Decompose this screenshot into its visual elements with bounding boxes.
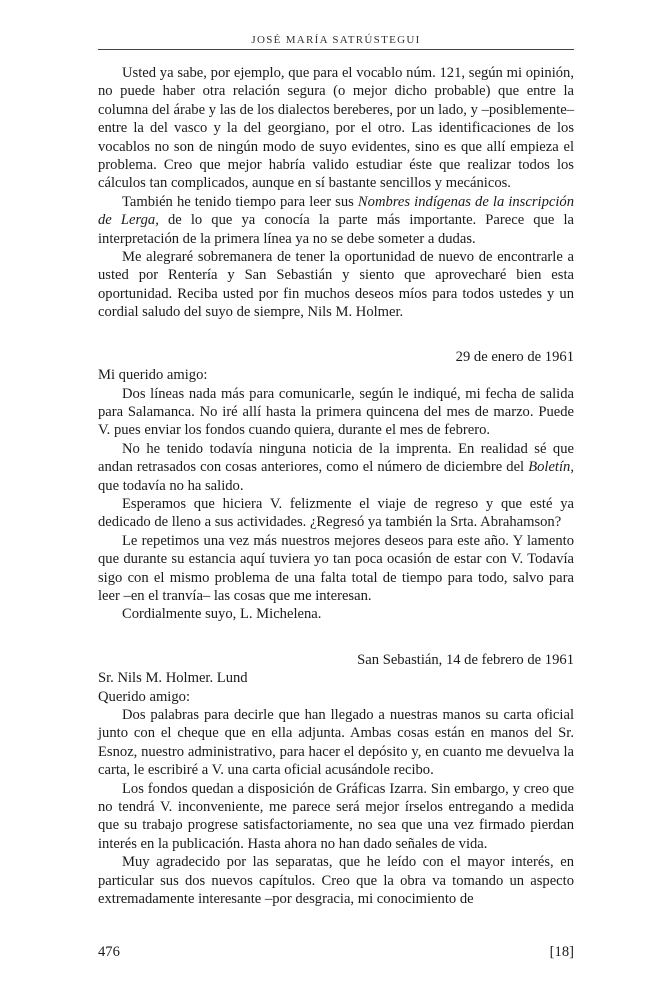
page-body <box>98 64 574 908</box>
letter1-paragraph-1: Usted ya sabe, por ejemplo, que para el vocablo núm. 121, según mi opinión, no puede haber otra relación segura (o mejor dicho probable) que entre la columna del árabe y las de los dialectos bereberes, por un lado, y –posiblemente– entre la del vasco y la del georgiano, por el otro. Las identificaciones de los vocablos no son de ningún modo de suyo evidentes, sino es que allí empieza el problema. Creo que mejor habría valido estudiar éste que realizar todos los cálculos tan complicados, aunque en sí bastante sencillos y mecánicos. <box>98 65 574 192</box>
letter1-p2-text-a: También he tenido tiempo para leer sus <box>122 193 358 210</box>
letter1-paragraph-2 <box>98 193 574 248</box>
page-number: 476 <box>98 944 120 960</box>
letter2-closing: Cordialmente suyo, L. Michelena. <box>122 606 322 623</box>
letter2-date: 29 de enero de 1961 <box>455 348 574 365</box>
letter2-paragraph-3: Esperamos que hiciera V. felizmente el viaje de regreso y que esté ya dedicado de lleno a sus actividades. ¿Regresó ya también la Srta. Abrahamson? <box>98 495 574 531</box>
letter3-paragraph-1: Dos palabras para decirle que han llegado a nuestras manos su carta oficial junto con el cheque que en ella adjunta. Ambas cosas están en manos del Sr. Esnoz, nuestro administrativo, para hacer el depósito y, en cuanto me devuelva la carta, le escribiré a V. una carta oficial acusándole recibo. <box>98 707 574 779</box>
letter2-p2-text-a: No he tenido todavía ninguna noticia de la imprenta. En realidad sé que andan retrasados con cosas anteriores, como el número de diciembre del <box>98 440 574 476</box>
letter1-p2-text-b: de lo que ya conocía la parte más importante. Parece que la interpretación de la primera línea ya no se debe someter a dudas. <box>98 212 574 247</box>
letter1-paragraph-3: Me alegraré sobremanera de tener la oportunidad de nuevo de encontrarle a usted por Rentería y San Sebastián y siento que aprovecharé bien esta oportunidad. Reciba usted por fin muchos deseos míos para todos ustedes y un cordial saludo del suyo de siempre, Nils M. Holmer. <box>98 249 574 321</box>
bracket-page-number: [18] <box>549 944 574 960</box>
letter3-paragraph-3: Muy agradecido por las separatas, que he leído con el mayor interés, en particular sus dos nuevos capítulos. Creo que la obra va tomando un aspecto extremadamente interesante –por desgracia, mi conocimiento de <box>98 854 574 908</box>
cited-work-title: Nombres indígenas de la inscripción de Lerga, <box>98 193 574 229</box>
journal-title: Boletín, <box>528 459 574 476</box>
letter3-date: San Sebastián, 14 de febrero de 1961 <box>357 651 574 668</box>
letter2-p2-text-b: que todavía no ha salido. <box>98 477 244 494</box>
letter3-paragraph-2: Los fondos quedan a disposición de Gráficas Izarra. Sin embargo, y creo que no tendrá V. inconveniente, me parece será mejor írselos entregando a medida que su trabajo progrese satisfactoriamente, no sea que una vez firmado pierdan interés en la publicación. Hasta ahora no han dado señales de vida. <box>98 780 574 852</box>
letter2-paragraph-2 <box>98 440 574 495</box>
letter3-salutation: Querido amigo: <box>98 688 191 705</box>
letter2-paragraph-1: Dos líneas nada más para comunicarle, según le indiqué, mi fecha de salida para Salamanca. No iré allí hasta la primera quincena del mes de marzo. Puede V. pues enviar los fondos cuando quiera, durante el mes de febrero. <box>98 385 574 439</box>
letter2-paragraph-4: Le repetimos una vez más nuestros mejores deseos para este año. Y lamento que durante su estancia aquí tuviera yo tan poca ocasión de estar con V. Todavía sigo con el mismo problema de una falta total de tiempo para todo, salvo para leer –en el tranvía– las cosas que me interesan. <box>98 532 574 604</box>
header-rule <box>98 49 574 50</box>
letter3-recipient: Sr. Nils M. Holmer. Lund <box>98 670 248 687</box>
running-header: JOSÉ MARÍA SATRÚSTEGUI <box>251 34 421 46</box>
letter2-salutation: Mi querido amigo: <box>98 367 208 384</box>
